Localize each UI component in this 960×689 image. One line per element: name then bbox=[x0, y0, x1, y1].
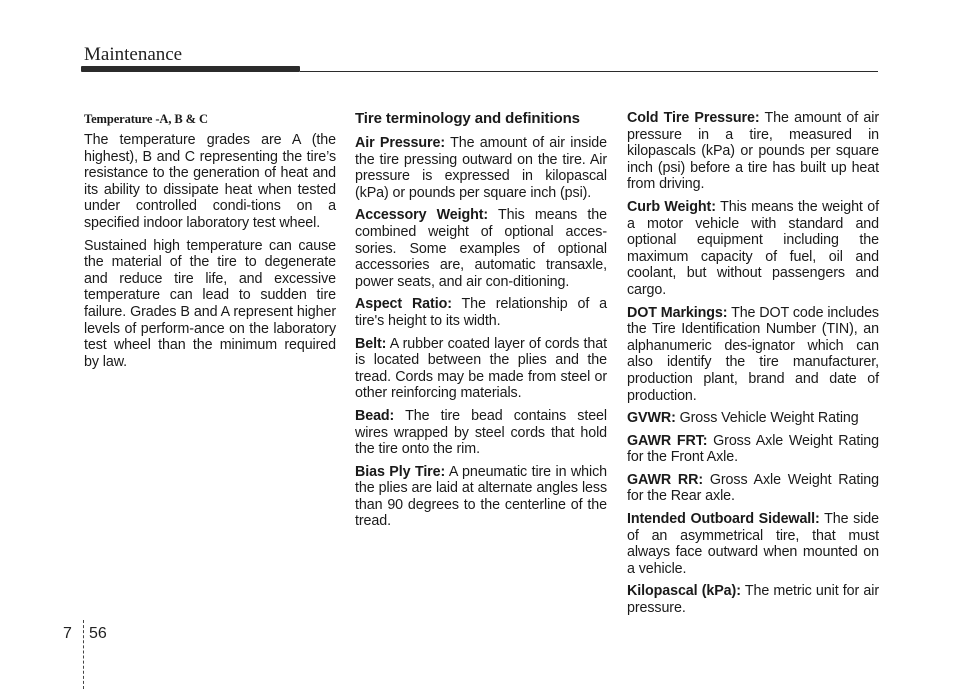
definition-bias-ply-tire bbox=[355, 464, 607, 530]
definition-kilopascal bbox=[627, 583, 879, 616]
definition-term: Aspect Ratio: bbox=[355, 296, 452, 313]
definition-term: Intended Outboard Sidewall: bbox=[627, 511, 820, 528]
definition-term: Belt: bbox=[355, 335, 387, 352]
definition-term: GAWR FRT: bbox=[627, 432, 708, 449]
definition-text: The relationship of a tire's height to its width. bbox=[355, 296, 607, 329]
definition-text: Gross Axle Weight Rating for the Front Axle. bbox=[627, 432, 879, 466]
definition-belt bbox=[355, 336, 607, 402]
definition-intended-outboard-sidewall bbox=[627, 511, 879, 577]
definition-text: Gross Axle Weight Rating for the Rear axle. bbox=[627, 471, 880, 505]
header-rule-thick bbox=[81, 66, 300, 72]
definition-accessory-weight bbox=[355, 207, 607, 290]
terminology-heading: Tire terminology and definitions bbox=[355, 110, 580, 127]
definition-text: The side of an asymmetrical tire, that must always face outward when mounted on a vehicle. bbox=[627, 511, 879, 577]
definition-gvwr bbox=[627, 410, 879, 427]
definition-term: Kilopascal (kPa): bbox=[627, 583, 741, 600]
definition-text: The tire bead contains steel wires wrapped by steel cords that hold the tire onto the rim. bbox=[355, 407, 607, 458]
definition-text: This means the combined weight of optional acces-sories. Some examples of optional accessories are, automatic transaxle, power seats, and air con-ditioning. bbox=[355, 207, 607, 290]
definition-term: Cold Tire Pressure: bbox=[627, 110, 760, 126]
definition-term: GVWR: bbox=[627, 410, 676, 427]
definition-term: Bias Ply Tire: bbox=[355, 463, 446, 480]
definition-term: Bead: bbox=[355, 407, 395, 424]
definition-bead bbox=[355, 408, 607, 458]
definition-term: DOT Markings: bbox=[627, 304, 728, 321]
definition-term: Accessory Weight: bbox=[355, 207, 489, 224]
definition-text: Gross Vehicle Weight Rating bbox=[679, 410, 859, 427]
section-number: 7 bbox=[63, 625, 72, 642]
definition-text: This means the weight of a motor vehicle with standard and optional equipment including the maximum capacity of fuel, oil and coolant, but without passengers and cargo. bbox=[627, 198, 879, 298]
definition-term: Curb Weight: bbox=[627, 198, 716, 215]
definition-text: A rubber coated layer of cords that is located between the plies and the tread. Cords may be made from steel or other reinforcing materials. bbox=[355, 335, 607, 402]
definition-gawr-rr bbox=[627, 472, 879, 505]
page-number: 56 bbox=[89, 625, 107, 642]
definition-dot-markings bbox=[627, 305, 879, 405]
definition-cold-tire-pressure bbox=[627, 110, 879, 193]
column-1 bbox=[84, 112, 336, 376]
temperature-paragraph-2: Sustained high temperature can cause the material of the tire to degenerate and reduce tire life, and excessive temperature can lead to sudden tire failure. Grades B and A represent higher levels of perform-ance on the laboratory test wheel than the minimum required by law. bbox=[84, 237, 336, 370]
temperature-heading: Temperature -A, B & C bbox=[84, 112, 208, 126]
column-3 bbox=[627, 110, 879, 623]
definition-text: The amount of air pressure in a tire, measured in kilopascals (kPa) or pounds per square inch (psi) before a tire has built up heat from driving. bbox=[627, 110, 879, 193]
definition-gawr-frt bbox=[627, 433, 879, 466]
definition-curb-weight bbox=[627, 199, 879, 299]
definition-text: The metric unit for air pressure. bbox=[627, 583, 879, 617]
definition-aspect-ratio bbox=[355, 296, 607, 329]
definition-term: GAWR RR: bbox=[627, 471, 704, 488]
temperature-paragraph-1: The temperature grades are A (the highest), B and C representing the tire’s resistance to the generation of heat and its ability to dissipate heat when tested under controlled condi-tions on a specified indoor laboratory test wheel. bbox=[84, 132, 336, 231]
header-title: Maintenance bbox=[84, 44, 183, 65]
column-2 bbox=[355, 110, 607, 536]
definition-air-pressure bbox=[355, 135, 607, 201]
definition-text: A pneumatic tire in which the plies are laid at alternate angles less than 90 degrees to the centerline of the tread. bbox=[355, 463, 607, 530]
definition-text: The amount of air inside the tire pressing outward on the tire. Air pressure is expressed in kilopascal (kPa) or pounds per square inch (psi). bbox=[355, 135, 607, 201]
footer-divider bbox=[83, 620, 84, 689]
definition-term: Air Pressure: bbox=[355, 135, 445, 151]
header-rule-thin bbox=[300, 71, 878, 72]
definition-text: The DOT code includes the Tire Identification Number (TIN), an alphanumeric des-ignator which can also identify the tire manufacturer, production plant, brand and date of production. bbox=[627, 304, 879, 404]
